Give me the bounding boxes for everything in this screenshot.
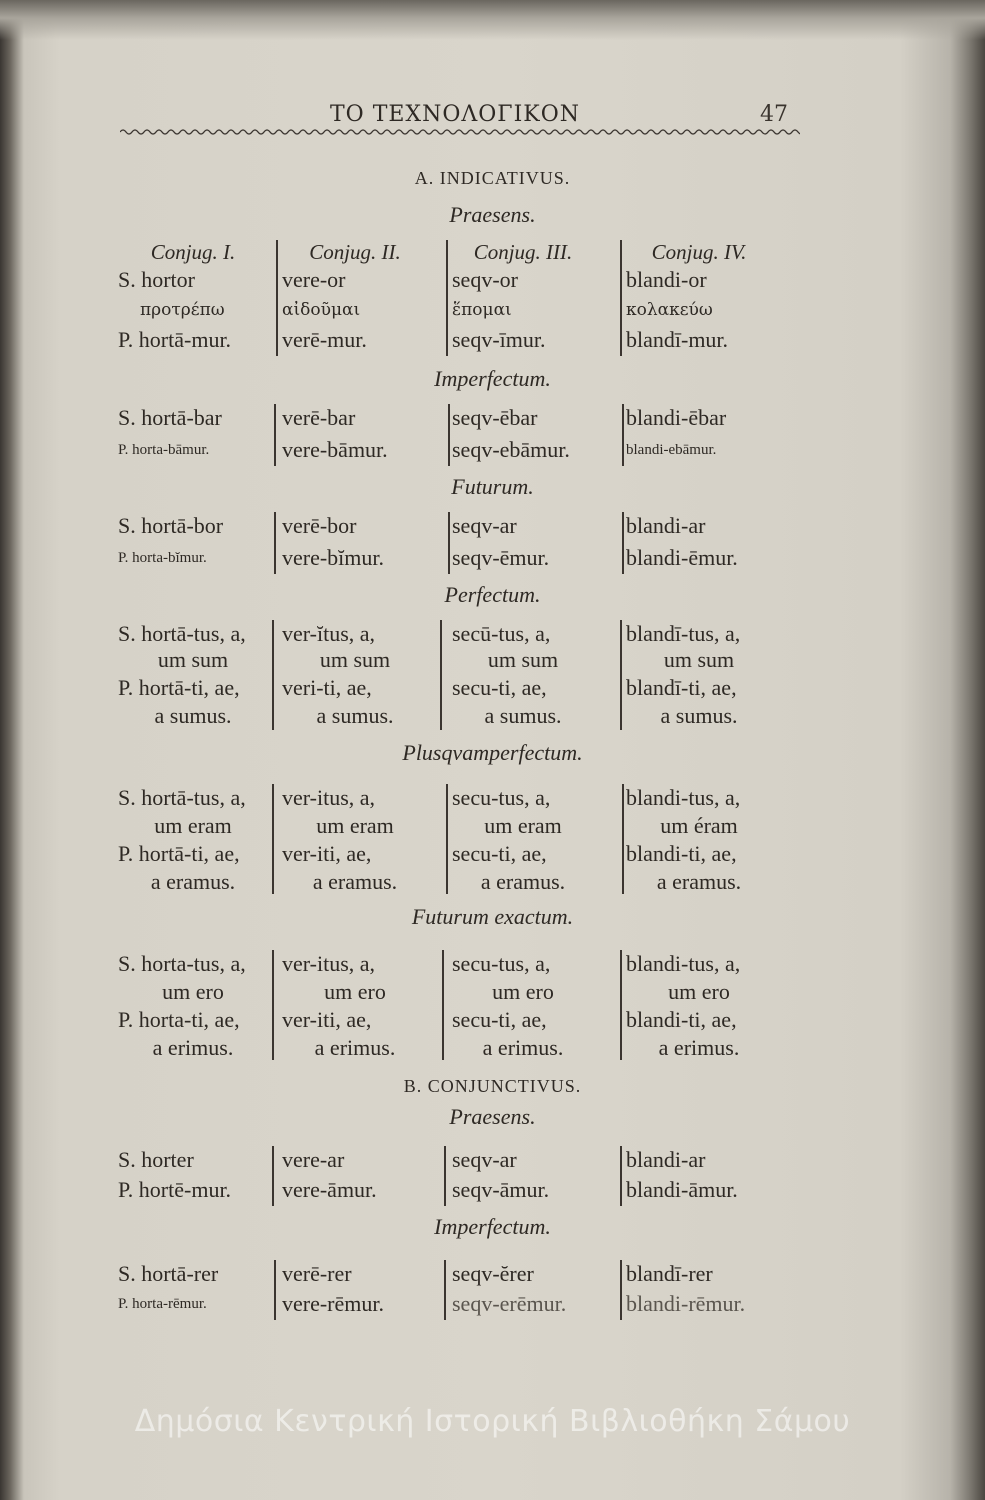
- column-rule: [446, 240, 448, 356]
- form-cell: verē-mur.: [282, 327, 367, 352]
- form-cell: um sum: [487, 647, 559, 672]
- table-row: [0, 978, 985, 1008]
- table-row: [0, 296, 985, 326]
- tense-title: Imperfectum.: [434, 366, 551, 391]
- column-rule: [276, 240, 278, 356]
- form-cell: um ero: [324, 979, 386, 1004]
- column-rule: [444, 1146, 446, 1206]
- table-row: [0, 1006, 985, 1036]
- table-row: [0, 1290, 985, 1320]
- form-cell: a erimus.: [314, 1035, 396, 1060]
- table-row: [0, 840, 985, 870]
- form-cell: blandi-ar: [626, 1147, 706, 1172]
- form-cell: seqv-ebāmur.: [452, 437, 570, 462]
- column-rule: [446, 784, 448, 894]
- table-row: [0, 1176, 985, 1206]
- tense-title: Perfectum.: [444, 582, 541, 607]
- table-row: [0, 868, 985, 898]
- column-rule: [272, 950, 274, 1060]
- conjugation-header: Conjug. IV.: [651, 240, 747, 264]
- form-cell: seqv-ĕrer: [452, 1261, 534, 1286]
- form-cell: S. horter: [118, 1147, 194, 1172]
- form-cell: a sumus.: [660, 703, 738, 728]
- column-rule: [622, 512, 624, 574]
- form-cell: verē-rer: [282, 1261, 352, 1286]
- form-cell: um ero: [668, 979, 730, 1004]
- form-cell: ver-itus, a,: [282, 785, 376, 810]
- form-cell: blandī-ti, ae,: [626, 675, 737, 700]
- table-row: [0, 646, 985, 676]
- form-cell: blandī-mur.: [626, 327, 729, 352]
- form-cell: ver-ĭtus, a,: [282, 621, 376, 646]
- table-row: [0, 674, 985, 704]
- form-cell: blandi-ēmur.: [626, 545, 738, 570]
- conjugation-header: Conjug. I.: [150, 240, 236, 264]
- form-cell: S. hortā-tus, a,: [118, 785, 246, 810]
- form-cell: um eram: [316, 813, 394, 838]
- form-cell: S. hortā-bar: [118, 405, 222, 430]
- form-cell: ver-iti, ae,: [282, 841, 372, 866]
- form-cell: blandī-tus, a,: [626, 621, 741, 646]
- form-cell: blandi-tus, a,: [626, 951, 741, 976]
- form-cell: um ero: [492, 979, 554, 1004]
- table-row: [0, 512, 985, 542]
- table-row: [0, 436, 985, 466]
- tense-title: Futurum.: [451, 474, 534, 499]
- form-cell: a sumus.: [154, 703, 232, 728]
- table-row: [0, 784, 985, 814]
- form-cell: secu-ti, ae,: [452, 675, 547, 700]
- form-cell: secu-tus, a,: [452, 951, 551, 976]
- table-row: [0, 702, 985, 732]
- form-cell: P. horta-rēmur.: [118, 1296, 207, 1312]
- form-cell: blandi-ti, ae,: [626, 1007, 737, 1032]
- form-cell: a eramus.: [656, 869, 742, 894]
- form-cell: a erimus.: [152, 1035, 234, 1060]
- table-row: [0, 266, 985, 296]
- table-row: [0, 950, 985, 980]
- form-cell: vere-āmur.: [282, 1177, 377, 1202]
- form-cell: seqv-ar: [452, 513, 517, 538]
- form-cell: a erimus.: [658, 1035, 740, 1060]
- tense-title: Plusqvamperfectum.: [402, 740, 583, 765]
- column-rule: [272, 1146, 274, 1206]
- form-cell: P. horta-bĭmur.: [118, 550, 207, 566]
- form-cell: secū-tus, a,: [452, 621, 551, 646]
- tense-title: Futurum exactum.: [411, 904, 574, 929]
- form-cell: blandi-or: [626, 267, 707, 292]
- column-rule: [274, 512, 276, 574]
- form-cell: vere-ar: [282, 1147, 345, 1172]
- form-cell: um sum: [319, 647, 391, 672]
- tense-title: Imperfectum.: [434, 1214, 551, 1239]
- form-cell: um ero: [162, 979, 224, 1004]
- column-rule: [272, 620, 274, 730]
- form-cell: S. hortor: [118, 267, 195, 292]
- form-cell: P. hortā-ti, ae,: [118, 675, 240, 700]
- form-cell: veri-ti, ae,: [282, 675, 372, 700]
- column-rule: [620, 620, 622, 730]
- greek-gloss: αἰδοῦμαι: [282, 300, 361, 320]
- form-cell: blandi-tus, a,: [626, 785, 741, 810]
- table-row: [0, 404, 985, 434]
- form-cell: S. horta-tus, a,: [118, 951, 246, 976]
- column-rule: [448, 404, 450, 466]
- form-cell: P. horta-ti, ae,: [118, 1007, 240, 1032]
- table-row: [0, 544, 985, 574]
- column-rule: [440, 620, 442, 730]
- running-header: [120, 100, 800, 136]
- column-rule: [620, 240, 622, 356]
- tense-title: Praesens.: [449, 202, 536, 227]
- form-cell: um eram: [484, 813, 562, 838]
- column-rule: [272, 784, 274, 894]
- page-shadow: [0, 0, 985, 40]
- form-cell: blandi-ebāmur.: [626, 442, 717, 458]
- form-cell: secu-ti, ae,: [452, 841, 547, 866]
- form-cell: ver-iti, ae,: [282, 1007, 372, 1032]
- conjugation-header-row: [0, 238, 985, 268]
- form-cell: seqv-erēmur.: [452, 1291, 567, 1316]
- form-cell: vere-rēmur.: [282, 1291, 384, 1316]
- table-row: [0, 1146, 985, 1176]
- form-cell: vere-bĭmur.: [282, 545, 385, 570]
- form-cell: secu-tus, a,: [452, 785, 551, 810]
- form-cell: seqv-ar: [452, 1147, 517, 1172]
- form-cell: ver-itus, a,: [282, 951, 376, 976]
- running-title: ΤΟ ΤΕΧΝΟΛΟΓΙΚΟΝ: [330, 102, 580, 127]
- section-title-indicativus: A. INDICATIVUS.: [414, 168, 571, 188]
- form-cell: blandi-ti, ae,: [626, 841, 737, 866]
- form-cell: S. hortā-tus, a,: [118, 621, 246, 646]
- table-row: [0, 326, 985, 356]
- form-cell: verē-bor: [282, 513, 357, 538]
- form-cell: blandi-ar: [626, 513, 706, 538]
- table-row: [0, 812, 985, 842]
- form-cell: verē-bar: [282, 405, 356, 430]
- column-rule: [274, 404, 276, 466]
- form-cell: blandi-ēbar: [626, 405, 727, 430]
- column-rule: [448, 512, 450, 574]
- table-row: [0, 1260, 985, 1290]
- form-cell: vere-or: [282, 267, 346, 292]
- form-cell: secu-ti, ae,: [452, 1007, 547, 1032]
- form-cell: P. horta-bāmur.: [118, 442, 210, 458]
- form-cell: um eram: [154, 813, 232, 838]
- form-cell: a erimus.: [482, 1035, 564, 1060]
- section-title-conjunctivus: B. CONJUNCTIVUS.: [403, 1076, 582, 1096]
- column-rule: [442, 950, 444, 1060]
- column-rule: [620, 1260, 622, 1320]
- form-cell: seqv-ēbar: [452, 405, 538, 430]
- form-cell: um sum: [663, 647, 735, 672]
- column-rule: [274, 1260, 276, 1320]
- conjugation-header: Conjug. II.: [309, 240, 401, 264]
- form-cell: P. hortā-mur.: [118, 327, 232, 352]
- greek-gloss: ἕπομαι: [452, 300, 512, 320]
- form-cell: a eramus.: [150, 869, 236, 894]
- form-cell: seqv-or: [452, 267, 518, 292]
- form-cell: um éram: [660, 813, 738, 838]
- column-rule: [620, 950, 622, 1060]
- form-cell: vere-bāmur.: [282, 437, 388, 462]
- form-cell: S. hortā-bor: [118, 513, 224, 538]
- column-rule: [444, 1260, 446, 1320]
- greek-gloss: προτρέπω: [140, 300, 225, 320]
- tense-title: Praesens.: [449, 1104, 536, 1129]
- library-watermark: Δημόσια Κεντρική Ιστορική Βιβλιοθήκη Σάμου: [134, 1404, 851, 1439]
- greek-gloss: κολακεύω: [626, 300, 713, 320]
- form-cell: seqv-āmur.: [452, 1177, 550, 1202]
- form-cell: blandi-āmur.: [626, 1177, 738, 1202]
- form-cell: P. hortā-ti, ae,: [118, 841, 240, 866]
- column-rule: [620, 1146, 622, 1206]
- form-cell: seqv-īmur.: [452, 327, 546, 352]
- form-cell: a sumus.: [316, 703, 394, 728]
- wavy-rule: [120, 128, 800, 136]
- form-cell: P. hortē-mur.: [118, 1177, 232, 1202]
- form-cell: um sum: [157, 647, 229, 672]
- page-number: 47: [760, 102, 788, 127]
- form-cell: blandi-rēmur.: [626, 1291, 746, 1316]
- form-cell: seqv-ēmur.: [452, 545, 550, 570]
- form-cell: a eramus.: [312, 869, 398, 894]
- form-cell: a eramus.: [480, 869, 566, 894]
- column-rule: [622, 784, 624, 894]
- column-rule: [622, 404, 624, 466]
- form-cell: blandī-rer: [626, 1261, 713, 1286]
- form-cell: S. hortā-rer: [118, 1261, 219, 1286]
- table-row: [0, 1034, 985, 1064]
- form-cell: a sumus.: [484, 703, 562, 728]
- conjugation-header: Conjug. III.: [473, 240, 573, 264]
